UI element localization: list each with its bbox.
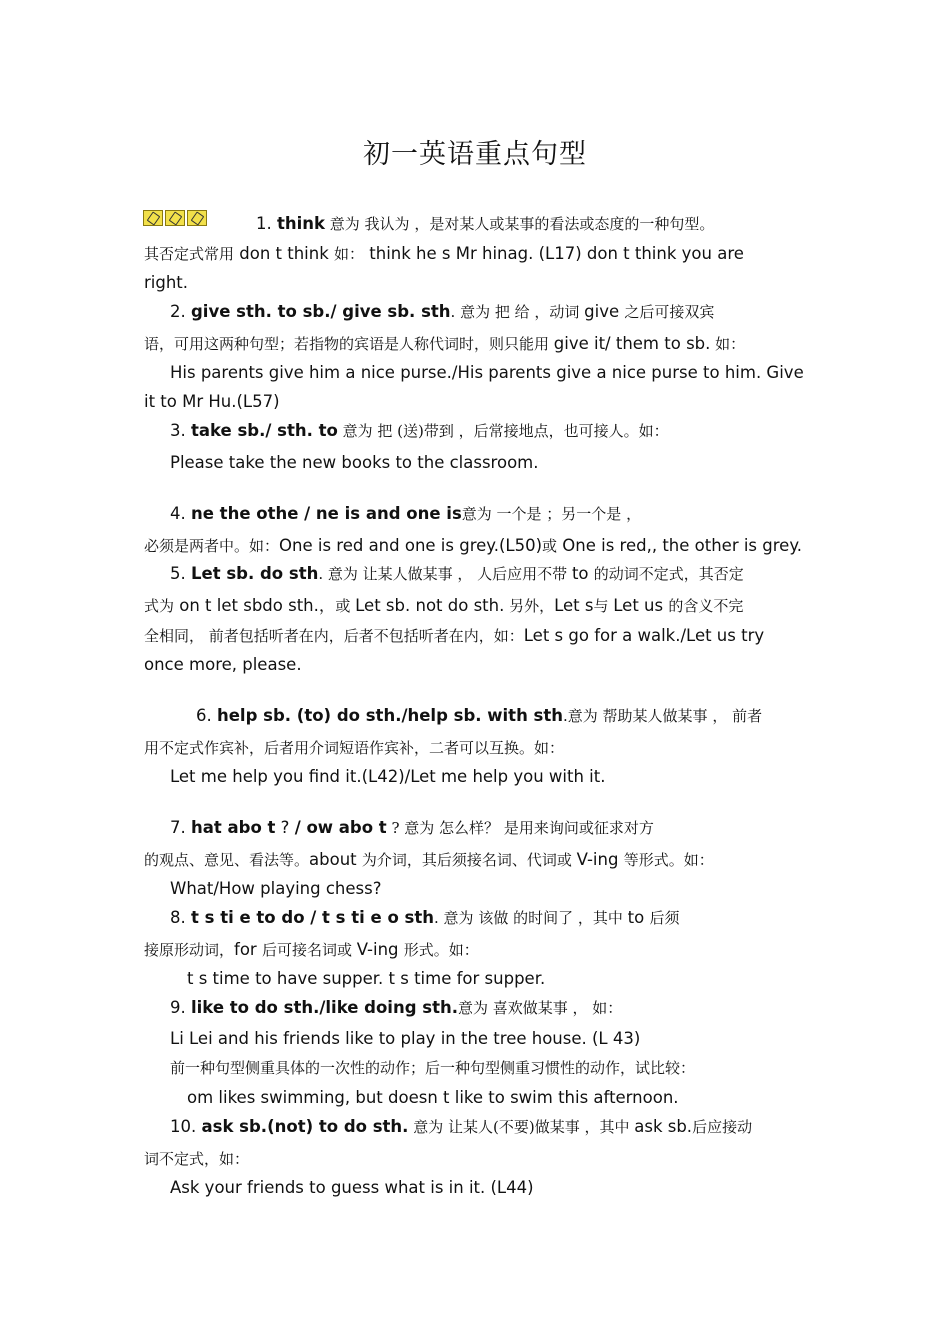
text-run: 意为 一个是 ；另一个是 ， — [461, 505, 642, 523]
text-run: Please take the new books to the classroom. — [170, 453, 539, 472]
text-run: One is red,, the other is grey. — [557, 536, 802, 555]
text-line — [144, 272, 188, 294]
text-run: 必须是两者中。如： — [144, 537, 280, 555]
text-line — [144, 625, 764, 647]
text-run: 10. — [170, 1117, 202, 1136]
text-run: ? — [275, 818, 295, 837]
text-run: once more, please. — [144, 655, 302, 674]
key-phrase: like to do sth./like doing sth. — [191, 998, 458, 1017]
text-run: for — [234, 940, 262, 959]
text-line — [144, 333, 745, 355]
text-line — [144, 1148, 249, 1170]
text-line — [170, 766, 605, 788]
key-phrase: Let sb. do sth — [191, 564, 319, 583]
text-run: 9. — [170, 998, 191, 1017]
text-run: to — [571, 564, 594, 583]
text-line — [144, 737, 564, 759]
text-run: on t let sbdo sth.， — [174, 596, 336, 615]
text-run: What/How playing chess? — [170, 879, 382, 898]
key-phrase: ask sb.(not) to do sth. — [201, 1117, 409, 1136]
text-run: 4. — [170, 504, 191, 523]
text-run: Li Lei and his friends like to play in the tree house. (L 43) — [170, 1029, 641, 1048]
text-run: 与 — [593, 597, 614, 615]
text-line — [144, 595, 743, 617]
text-line — [170, 878, 381, 900]
text-run: 6. — [196, 706, 217, 725]
text-run: give it/ them to sb. — [553, 334, 711, 353]
text-run: His parents give him a nice purse./His parents give a nice purse to him. Give — [170, 363, 804, 382]
text-line — [170, 817, 654, 839]
text-line — [170, 1116, 752, 1138]
text-line — [196, 705, 762, 727]
text-run: Let s — [554, 596, 594, 615]
text-run: 的动词不定式，其否定 — [593, 565, 744, 583]
text-run: 式为 — [144, 597, 175, 615]
text-run: V-ing — [356, 940, 404, 959]
key-phrase: give sth. to sb./ give sb. sth — [191, 302, 451, 321]
text-run: . 意为 该做 的时间了 ，其中 — [434, 909, 628, 927]
text-run: 后应接动 — [692, 1118, 753, 1136]
text-run: 8. — [170, 908, 191, 927]
pencil-icon — [165, 210, 185, 226]
text-line — [170, 1177, 534, 1199]
pencil-icon — [187, 210, 207, 226]
text-line — [144, 849, 714, 871]
text-run: 接原形动词， — [144, 941, 235, 959]
text-run: . 意为 让某人做某事 ， 人后应用不带 — [318, 565, 572, 583]
text-line — [170, 907, 679, 929]
text-run: t s time to have supper. t s time for supper. — [187, 969, 546, 988]
text-run: it to Mr Hu.(L57) — [144, 392, 280, 411]
text-run: Let s go for a walk./Let us try — [523, 626, 765, 645]
text-run: 之后可接双宾 — [624, 303, 715, 321]
pencil-icon — [143, 210, 163, 226]
text-line — [170, 1057, 695, 1079]
text-run: Let sb. not do sth. — [355, 596, 505, 615]
text-run: 的观点、意见、看法等。 — [144, 851, 310, 869]
key-phrase: think — [277, 214, 326, 233]
text-run: 等形式。如： — [623, 851, 714, 869]
text-run: 7. — [170, 818, 191, 837]
text-run: 形式。如： — [403, 941, 479, 959]
text-run: 或 — [542, 537, 558, 555]
text-run: 如： — [334, 245, 365, 263]
text-run: don t think — [234, 244, 335, 263]
text-run: give — [584, 302, 625, 321]
text-line — [170, 503, 641, 525]
text-run: Let us — [613, 596, 669, 615]
text-line — [144, 654, 302, 676]
text-run: Ask your friends to guess what is in it. (L44) — [170, 1178, 534, 1197]
text-line — [170, 997, 622, 1019]
text-run: 3. — [170, 421, 191, 440]
text-run: 如： — [710, 335, 746, 353]
text-run: about — [309, 850, 362, 869]
text-run: 5. — [170, 564, 191, 583]
text-run: V-ing — [576, 850, 624, 869]
text-line — [144, 939, 479, 961]
text-run: 或 — [335, 597, 356, 615]
text-run: 2. — [170, 302, 191, 321]
text-line — [170, 420, 669, 442]
page-title: 初一英语重点句型 — [363, 139, 587, 170]
key-phrase: t s ti e to do / t s ti e o sth — [191, 908, 435, 927]
text-line — [144, 535, 802, 557]
key-phrase: / ow abo t — [294, 818, 387, 837]
text-run: 的含义不完 — [668, 597, 744, 615]
text-line — [170, 362, 804, 384]
key-phrase: help sb. (to) do sth./help sb. with sth — [217, 706, 564, 725]
text-line — [170, 301, 714, 323]
text-run: 意为 让某人(不要)做某事 ，其中 — [408, 1118, 635, 1136]
text-run: om likes swimming, but doesn t like to swim this afternoon. — [187, 1088, 679, 1107]
text-run: 语，可用这两种句型；若指物的宾语是人称代词时，则只能用 — [144, 335, 554, 353]
text-run: 意为 喜欢做某事 ， 如： — [458, 999, 623, 1017]
text-run: 后可接名词或 — [261, 941, 357, 959]
text-run: think he s Mr hinag. (L17) don t think you are — [364, 244, 744, 263]
text-run: . 意为 把 给 ，动词 — [450, 303, 585, 321]
text-run: 1. — [256, 214, 277, 233]
text-line — [144, 391, 280, 413]
key-phrase: ne the othe / ne is and one is — [191, 504, 462, 523]
text-run: ? 意为 怎么样？ 是用来询问或征求对方 — [386, 819, 654, 837]
text-run: 另外， — [504, 597, 555, 615]
text-line — [187, 968, 545, 990]
text-run: 词不定式，如： — [144, 1150, 250, 1168]
text-run: 其否定式常用 — [144, 245, 235, 263]
text-run: right. — [144, 273, 189, 292]
text-line — [144, 243, 744, 265]
text-run: 用不定式作宾补，后者用介词短语作宾补，二者可以互换。如： — [144, 739, 565, 757]
text-run: to — [627, 908, 650, 927]
text-run: 后须 — [649, 909, 680, 927]
text-run: 前一种句型侧重具体的一次性的动作；后一种句型侧重习惯性的动作，试比较： — [170, 1059, 696, 1077]
text-run: .意为 帮助某人做某事 ， 前者 — [563, 707, 763, 725]
text-run: One is red and one is grey.(L50) — [279, 536, 543, 555]
text-run: 为介词，其后须接名词、代词或 — [361, 851, 577, 869]
text-run: ask sb. — [634, 1117, 693, 1136]
text-line — [256, 213, 714, 235]
text-line — [170, 452, 539, 474]
toolbar-icons — [143, 210, 207, 226]
text-run: 意为 把 (送)带到 ，后常接地点，也可接人。如： — [337, 422, 669, 440]
text-line — [170, 1028, 640, 1050]
text-line — [170, 563, 744, 585]
text-run: Let me help you find it.(L42)/Let me help you with it. — [170, 767, 606, 786]
text-run: 意为 我认为 ，是对某人或某事的看法或态度的一种句型。 — [325, 215, 715, 233]
key-phrase: hat abo t — [191, 818, 276, 837]
key-phrase: take sb./ sth. to — [191, 421, 338, 440]
text-line — [187, 1087, 679, 1109]
text-run: 全相同， 前者包括听者在内，后者不包括听者在内，如： — [144, 627, 524, 645]
